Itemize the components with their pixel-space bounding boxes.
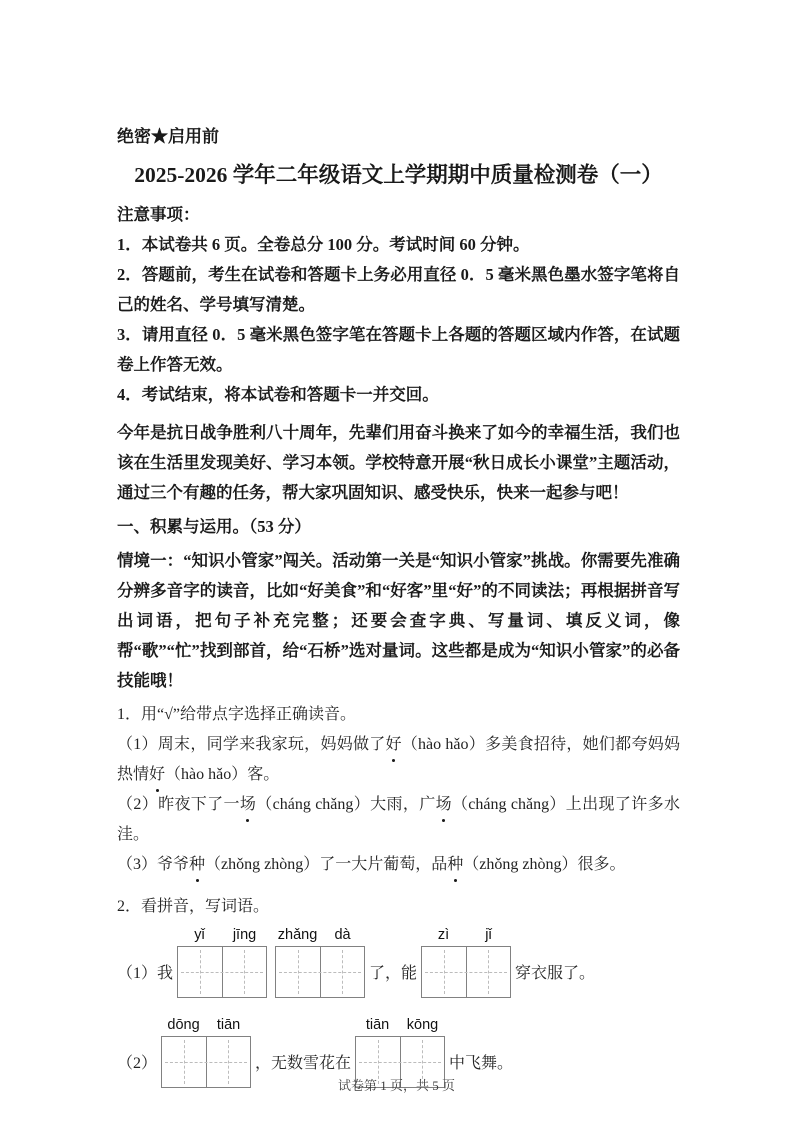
page-footer: 试卷第 1 页，共 5 页	[337, 1078, 455, 1093]
row-lead-text: （1）我	[117, 965, 174, 982]
row-tail-text: 穿衣服了。	[515, 965, 596, 982]
item-text: （hào hǎo）客。	[165, 766, 280, 783]
pinyin-label: jǐ	[485, 927, 492, 943]
answer-box-pair	[177, 946, 267, 998]
row-mid-text: ，无数雪花在	[255, 1055, 352, 1072]
item-text: （hào hǎo）多美食招待，她们都夸妈妈热情	[117, 736, 680, 783]
question-1-item-1	[117, 730, 680, 790]
pinyin-label: zì	[437, 927, 450, 943]
row-mid-text: 了，能	[369, 965, 418, 982]
answer-cell	[466, 947, 511, 997]
answer-cell	[276, 947, 320, 997]
question-1-stem: 1．用“√”给带点字选择正确读音。	[117, 706, 356, 723]
item-text: （zhǒng zhòng）很多。	[463, 856, 626, 873]
pinyin-label: jīng	[232, 927, 257, 943]
pinyin-label: yǐ	[194, 927, 205, 943]
page-title: 2025-2026 学年二年级语文上学期期中质量检测卷（一）	[134, 163, 663, 187]
question-1-item-2	[117, 790, 680, 850]
answer-box-pair	[421, 946, 511, 998]
dotted-char: 种	[189, 850, 205, 880]
scenario-paragraph: 情境一：“知识小管家”闯关。活动第一关是“知识小管家”挑战。你需要先准确分辨多音字的读音，比如“好美食”和“好客”里“好”的不同读法；再根据拼音写出词语，把句子补充完整；还要会查字典、写量词、填反义词，像帮“歌”“忙”找到部首，给“石桥”选对量词。这些都是成为“知识小管家”的必备技能哦！	[117, 551, 680, 690]
pinyin-label: dà	[334, 927, 351, 943]
secret-label: 绝密★启用前	[117, 127, 219, 146]
pinyin-label: dōng	[167, 1017, 200, 1033]
notice-heading: 注意事项：	[117, 205, 200, 224]
item-text: （2）昨夜下了一	[117, 796, 240, 813]
item-text: （cháng chǎng）上出现了许多水洼。	[117, 796, 680, 843]
answer-cell	[178, 947, 222, 997]
answer-cell	[222, 947, 267, 997]
question-1-item-3	[117, 850, 680, 880]
row-tail-text: 中飞舞。	[449, 1055, 514, 1072]
writing-grid	[177, 926, 267, 998]
intro-paragraph: 今年是抗日战争胜利八十周年，先辈们用奋斗换来了如今的幸福生活，我们也该在生活里发现美好、学习本领。学校特意开展“秋日成长小课堂”主题活动，通过三个有趣的任务，帮大家巩固知识、感受快乐，快来一起参与吧！	[117, 423, 680, 502]
notice-item-3: 3．请用直径 0．5 毫米黑色签字笔在答题卡上各题的答题区域内作答，在试题卷上作答无效。	[117, 325, 680, 374]
pinyin-label: kōng	[406, 1017, 439, 1033]
pinyin-label: tiān	[216, 1017, 241, 1033]
dotted-char: 好	[386, 730, 402, 760]
notice-item-2: 2．答题前，考生在试卷和答题卡上务必用直径 0．5 毫米黑色墨水签字笔将自己的姓名、学号填写清楚。	[117, 265, 680, 314]
pinyin-label: zhǎng	[277, 927, 318, 943]
dotted-char: 好	[149, 760, 165, 790]
dotted-char: 场	[436, 790, 452, 820]
item-text: （cháng chǎng）大雨，广	[255, 796, 436, 813]
notice-item-1: 1．本试卷共 6 页。全卷总分 100 分。考试时间 60 分钟。	[117, 235, 530, 254]
dotted-char: 场	[240, 790, 256, 820]
section-heading: 一、积累与运用。（53 分）	[117, 517, 311, 536]
answer-cell	[320, 947, 365, 997]
row-lead-text: （2）	[117, 1055, 158, 1072]
question-2-stem: 2．看拼音，写词语。	[117, 898, 270, 915]
writing-grid	[275, 926, 365, 998]
answer-cell	[422, 947, 466, 997]
writing-grid	[421, 926, 511, 998]
answer-box-pair	[275, 946, 365, 998]
item-text: （zhǒng zhòng）了一大片葡萄，品	[205, 856, 448, 873]
pinyin-label: tiān	[365, 1017, 390, 1033]
pinyin-fill-row-1	[117, 926, 680, 998]
item-text: （3）爷爷	[117, 856, 190, 873]
dotted-char: 种	[447, 850, 463, 880]
item-text: （1）周末，同学来我家玩，妈妈做了	[117, 736, 386, 753]
notice-item-4: 4．考试结束，将本试卷和答题卡一并交回。	[117, 385, 439, 404]
